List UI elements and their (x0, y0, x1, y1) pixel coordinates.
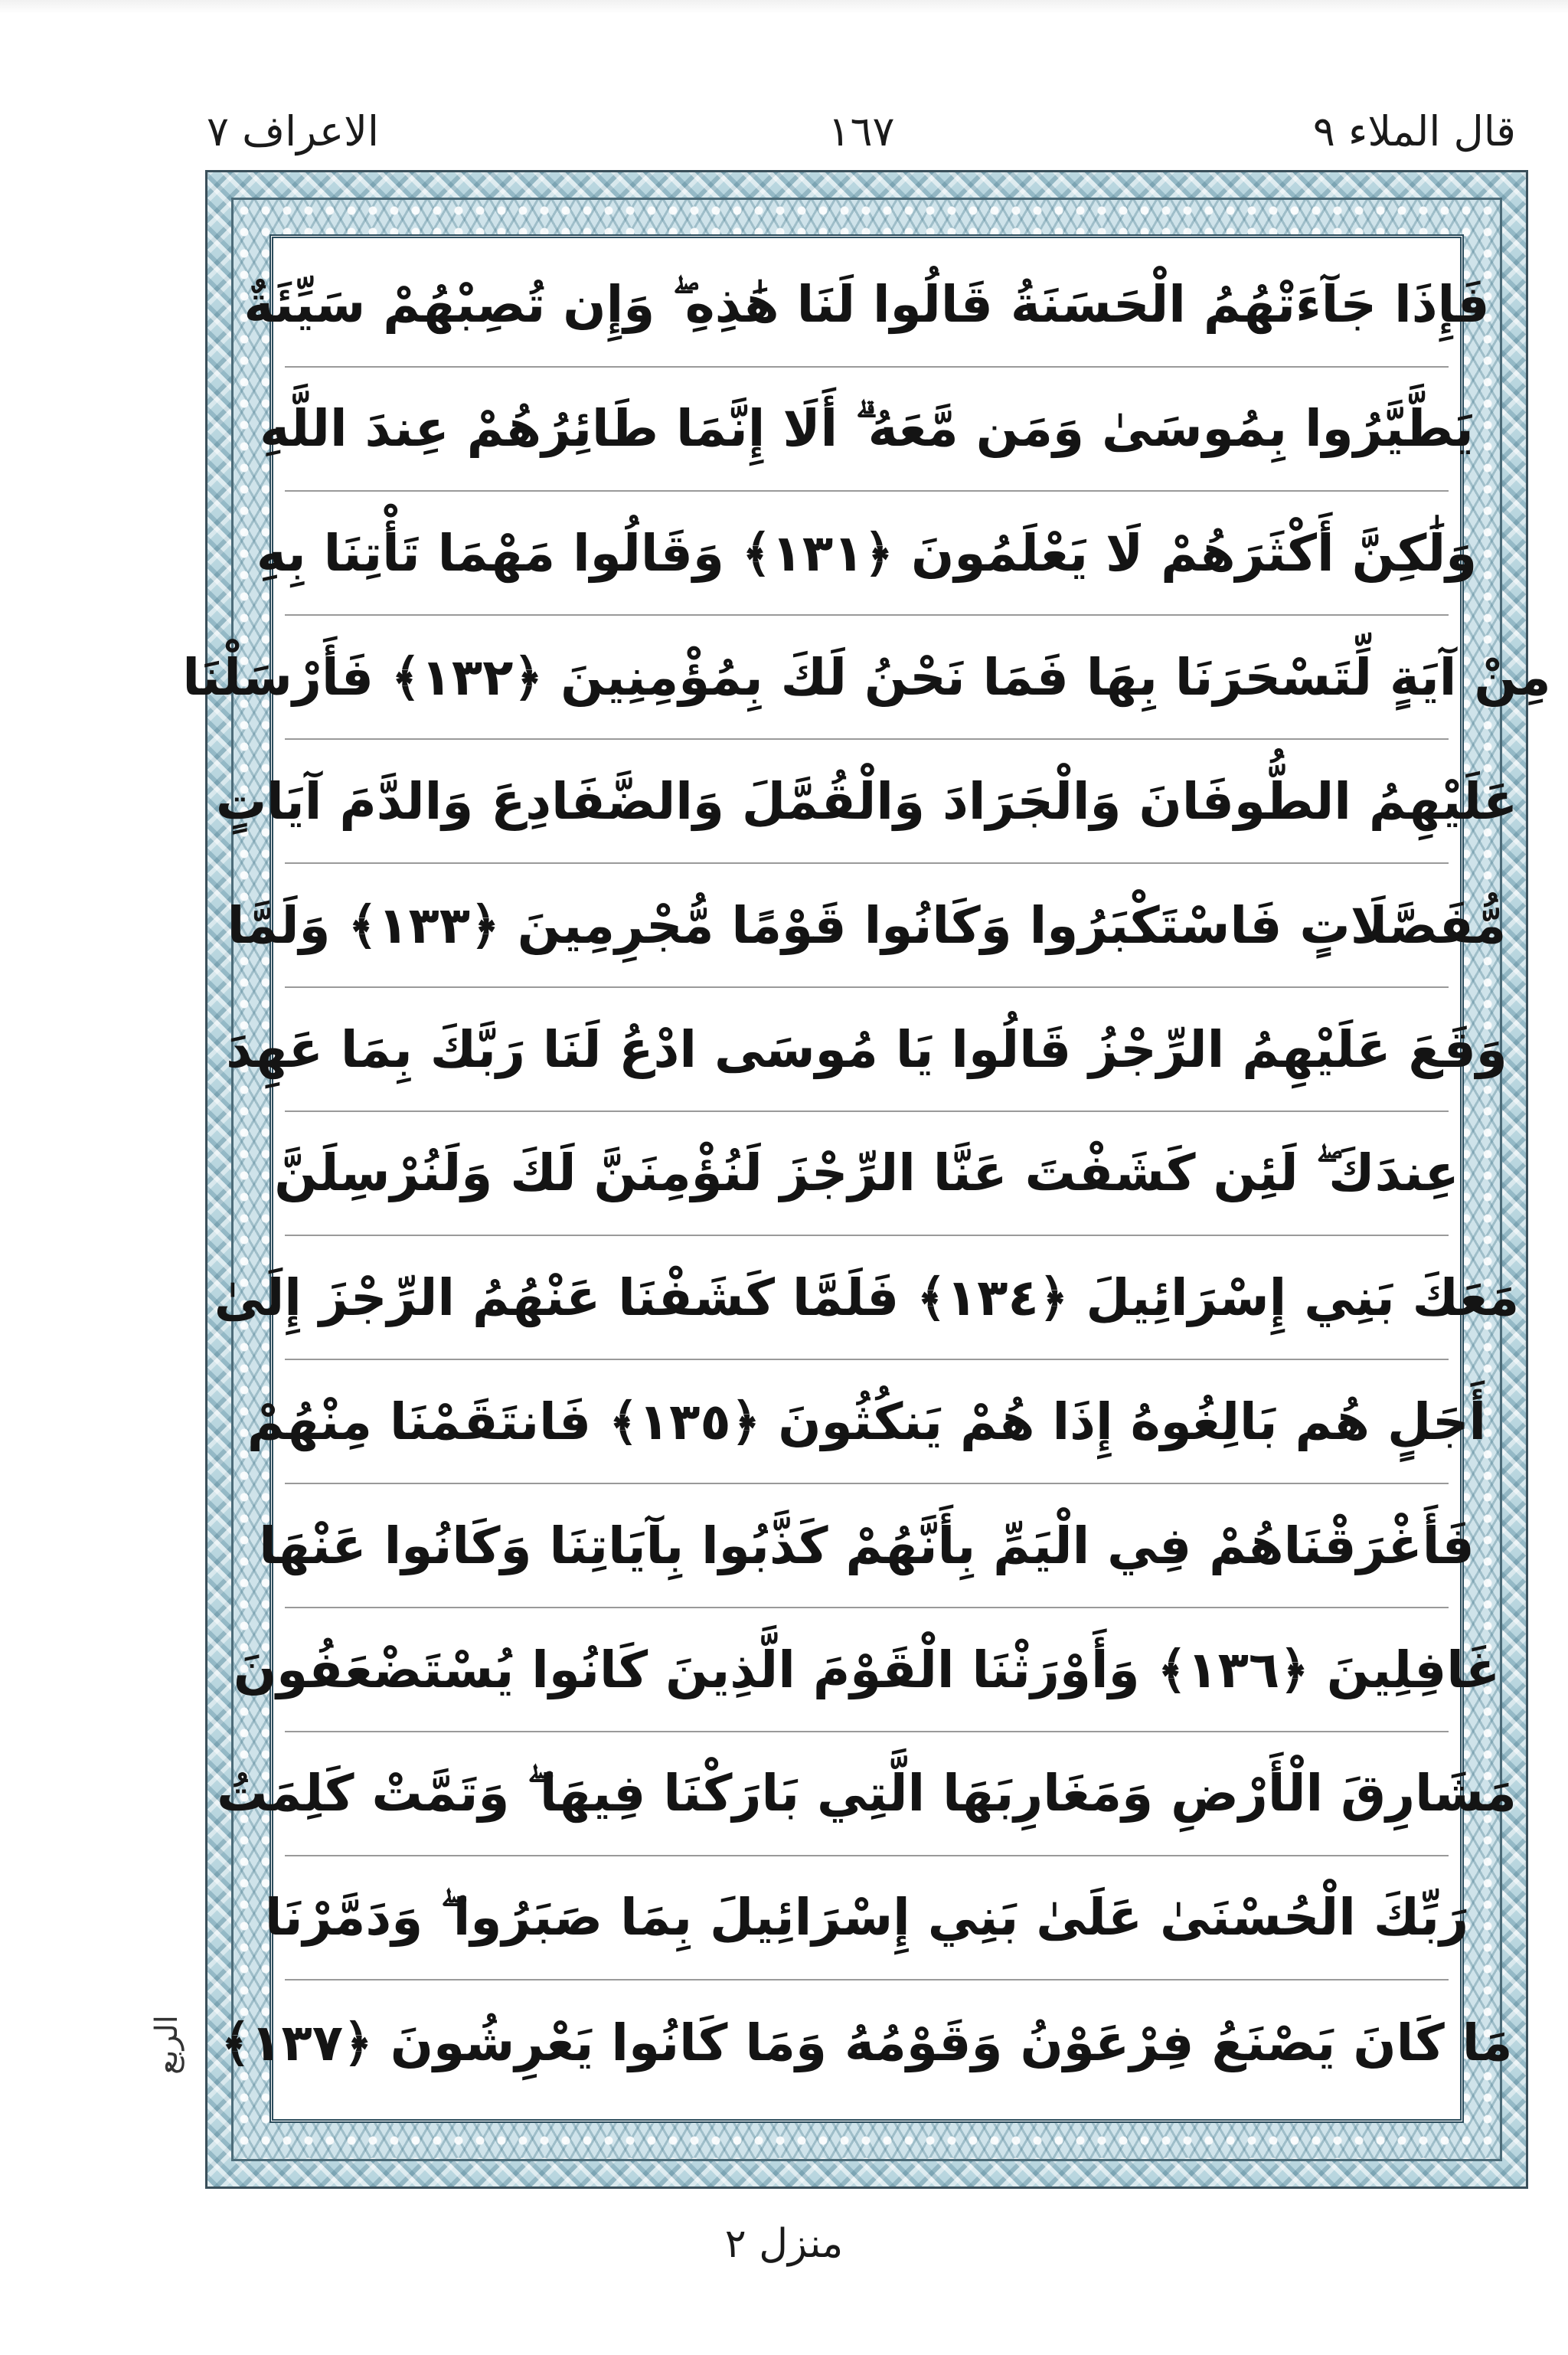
rub-margin-marker: الربع (149, 2015, 185, 2075)
text-line: فَأَغْرَقْنَاهُمْ فِي الْيَمِّ بِأَنَّهُمْ كَذَّبُوا بِآيَاتِنَا وَكَانُوا عَنْهَا (285, 1484, 1449, 1608)
text-line: يَطَّيَّرُوا بِمُوسَىٰ وَمَن مَّعَهُ ۗ أَلَا إِنَّمَا طَائِرُهُمْ عِندَ اللَّهِ (285, 368, 1449, 492)
juz-name: قال الملاء ٩ (1312, 107, 1516, 155)
text-line: مِنْ آيَةٍ لِّتَسْحَرَنَا بِهَا فَمَا نَحْنُ لَكَ بِمُؤْمِنِينَ ﴿١٣٢﴾ فَأَرْسَلْنَا (285, 616, 1449, 740)
top-edge-strip (0, 0, 1568, 14)
text-line: عِندَكَ ۖ لَئِن كَشَفْتَ عَنَّا الرِّجْزَ لَنُؤْمِنَنَّ لَكَ وَلَنُرْسِلَنَّ (285, 1112, 1449, 1236)
text-line: رَبِّكَ الْحُسْنَىٰ عَلَىٰ بَنِي إِسْرَائِيلَ بِمَا صَبَرُوا ۖ وَدَمَّرْنَا (285, 1856, 1449, 1980)
text-line: عَلَيْهِمُ الطُّوفَانَ وَالْجَرَادَ وَالْقُمَّلَ وَالضَّفَادِعَ وَالدَّمَ آيَاتٍ (285, 740, 1449, 864)
page-number: ١٦٧ (828, 107, 895, 155)
page-header (207, 107, 1516, 176)
surah-name: الاعراف ٧ (207, 107, 379, 155)
text-line: مُّفَصَّلَاتٍ فَاسْتَكْبَرُوا وَكَانُوا قَوْمًا مُّجْرِمِينَ ﴿١٣٣﴾ وَلَمَّا (285, 864, 1449, 988)
text-line: غَافِلِينَ ﴿١٣٦﴾ وَأَوْرَثْنَا الْقَوْمَ الَّذِينَ كَانُوا يُسْتَضْعَفُونَ (285, 1608, 1449, 1732)
text-line: أَجَلٍ هُم بَالِغُوهُ إِذَا هُمْ يَنكُثُونَ ﴿١٣٥﴾ فَانتَقَمْنَا مِنْهُمْ (285, 1360, 1449, 1484)
text-line: وَقَعَ عَلَيْهِمُ الرِّجْزُ قَالُوا يَا مُوسَى ادْعُ لَنَا رَبَّكَ بِمَا عَهِدَ (285, 988, 1449, 1112)
text-line: فَإِذَا جَآءَتْهُمُ الْحَسَنَةُ قَالُوا لَنَا هَٰذِهِ ۖ وَإِن تُصِبْهُمْ سَيِّئَةٌ (285, 244, 1449, 368)
text-line: وَلَٰكِنَّ أَكْثَرَهُمْ لَا يَعْلَمُونَ ﴿١٣١﴾ وَقَالُوا مَهْمَا تَأْتِنَا بِهِ (285, 492, 1449, 616)
text-line: مَشَارِقَ الْأَرْضِ وَمَغَارِبَهَا الَّتِي بَارَكْنَا فِيهَا ۖ وَتَمَّتْ كَلِمَتُ (285, 1732, 1449, 1856)
manzil-footer: منزل ٢ (724, 2221, 844, 2267)
text-line: مَا كَانَ يَصْنَعُ فِرْعَوْنُ وَقَوْمُهُ وَمَا كَانُوا يَعْرِشُونَ ﴿١٣٧﴾ (220, 2013, 1513, 2072)
text-line: مَعَكَ بَنِي إِسْرَائِيلَ ﴿١٣٤﴾ فَلَمَّا كَشَفْنَا عَنْهُمُ الرِّجْزَ إِلَىٰ (285, 1236, 1449, 1360)
quran-text-block (182, 244, 1551, 2112)
